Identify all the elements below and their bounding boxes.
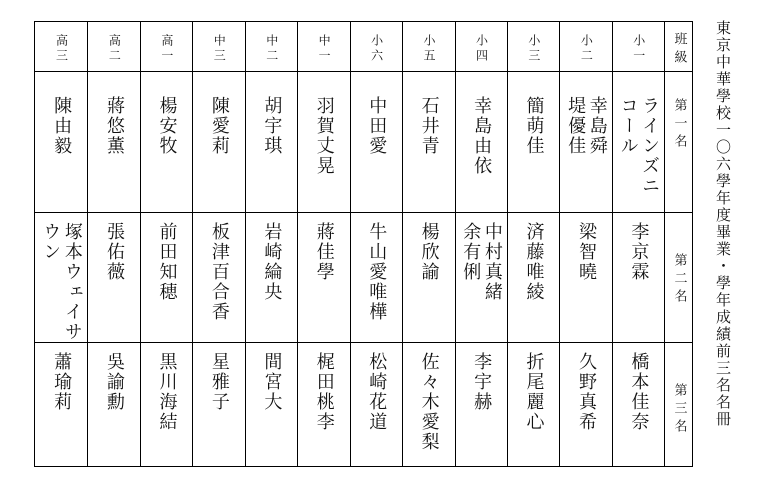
- first-place-name: 陳愛莉: [208, 96, 230, 156]
- header-cell-first: [665, 71, 692, 212]
- second-place-name: 塚本ウェイサウン: [40, 222, 83, 342]
- second-place-name: 岩崎綸央: [261, 222, 283, 302]
- third-place-name: 吳諭勳: [104, 352, 125, 412]
- grade-label: 高二: [107, 34, 122, 64]
- first-place-name: 幸島舜 堤優佳: [565, 96, 608, 156]
- grade-label: 小一: [631, 34, 646, 64]
- header-column: [664, 22, 692, 466]
- grade-label: 中二: [264, 34, 279, 64]
- class-column: [612, 22, 664, 466]
- first-place-name: 幸島由依: [471, 96, 493, 176]
- second-place-name: 張佑薇: [104, 222, 125, 282]
- grade-label: 小五: [422, 34, 437, 64]
- second-place-name: 板津百合香: [208, 222, 230, 322]
- grade-label: 中一: [317, 34, 332, 64]
- second-place-label: 第二名: [671, 253, 687, 307]
- class-column: [87, 22, 139, 466]
- second-place-name: 中村真緒 余有俐: [460, 222, 503, 302]
- first-place-name: 中田愛: [366, 96, 388, 156]
- first-place-name: 簡萌佳: [523, 96, 545, 156]
- second-place-name: 蔣佳學: [313, 222, 335, 282]
- third-place-label: 第三名: [671, 383, 687, 437]
- first-place-name: ラインズニコール: [617, 96, 661, 196]
- honor-roll-table: [34, 21, 693, 467]
- first-place-name: 蔣悠薫: [104, 96, 125, 156]
- third-place-name: 間宮大: [261, 352, 283, 412]
- class-column: [402, 22, 454, 466]
- first-place-label: 第一名: [671, 98, 687, 152]
- second-place-name: 牛山愛唯樺: [366, 222, 388, 322]
- class-column: [350, 22, 402, 466]
- third-place-name: 佐々木愛梨: [418, 352, 440, 452]
- third-place-name: 橋本佳奈: [628, 352, 650, 432]
- first-place-name: 胡宇琪: [261, 96, 283, 156]
- class-column: [35, 22, 87, 466]
- grade-label: 小三: [526, 34, 541, 64]
- second-place-name: 梁智曉: [575, 222, 597, 282]
- third-place-name: 蕭瑜莉: [51, 352, 73, 412]
- third-place-name: 梶田桃李: [313, 352, 335, 432]
- first-place-name: 陳由毅: [51, 96, 73, 156]
- grade-label: 小四: [474, 34, 489, 64]
- document-title: 東京中華學校一〇六學年度畢業・學年成績前三名名冊: [714, 20, 732, 428]
- class-column: [507, 22, 559, 466]
- class-column: [455, 22, 507, 466]
- second-place-name: 前田知穂: [156, 222, 178, 302]
- first-place-name: 羽賀丈晃: [313, 96, 335, 176]
- third-place-name: 折尾麗心: [523, 352, 545, 432]
- header-cell-third: [665, 342, 692, 466]
- grade-label: 小六: [369, 34, 384, 64]
- second-place-name: 李京霖: [628, 222, 650, 282]
- class-column: [297, 22, 349, 466]
- class-column: [140, 22, 192, 466]
- header-cell-class: [665, 22, 692, 71]
- third-place-name: 黒川海結: [156, 352, 178, 432]
- class-column: [192, 22, 244, 466]
- grade-label: 高一: [159, 34, 174, 64]
- grade-label: 小二: [579, 34, 594, 64]
- class-column: [559, 22, 611, 466]
- first-place-name: 楊安牧: [156, 96, 178, 156]
- header-cell-second: [665, 212, 692, 342]
- third-place-name: 久野真希: [575, 352, 597, 432]
- second-place-name: 済藤唯綾: [523, 222, 545, 302]
- second-place-name: 楊欣諭: [418, 222, 440, 282]
- third-place-name: 李宇赫: [471, 352, 493, 412]
- third-place-name: 星雅子: [208, 352, 230, 412]
- grade-label: 中三: [212, 34, 227, 64]
- third-place-name: 松崎花道: [366, 352, 388, 432]
- class-label: 班級: [671, 32, 687, 68]
- grade-label: 高三: [54, 34, 69, 64]
- class-column: [245, 22, 297, 466]
- first-place-name: 石井青: [418, 96, 440, 156]
